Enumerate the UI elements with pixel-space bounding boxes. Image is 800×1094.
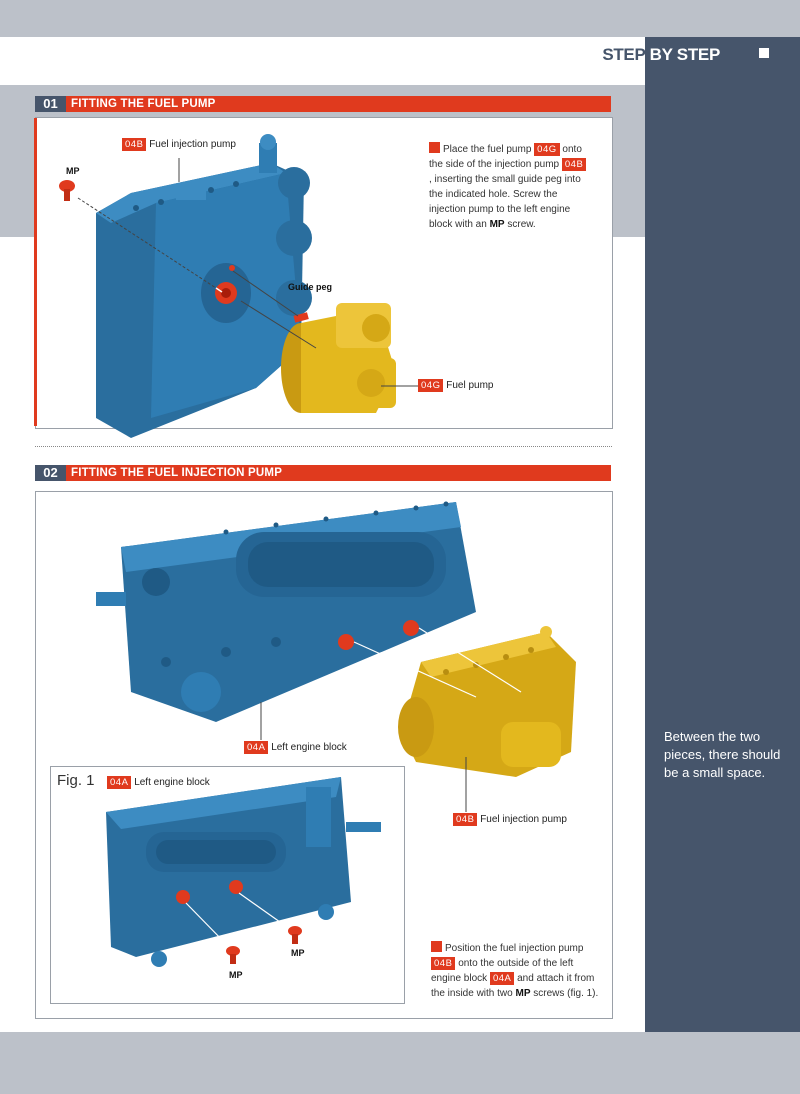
mp-screw-icon [59,180,75,201]
step-marker-icon [429,142,440,153]
callout-fuel-injection-pump: 04B Fuel injection pump [453,813,567,826]
callout-left-engine-block: 04A Left engine block [244,741,347,754]
section-divider [35,446,612,447]
section-number: 01 [35,96,66,112]
step-01-instruction: Place the fuel pump 04G onto the side of the injection pump 04B, inserting the small guide peg into the indicated hole. Screw the injection pump to the left engine block with an MP screw. [429,142,589,232]
callout-fuel-pump: 04G Fuel pump [418,379,494,392]
step-marker-icon [431,941,442,952]
section-title: FITTING THE FUEL PUMP [66,96,611,112]
page-header [0,37,800,85]
mp-label-2: MP [291,948,305,958]
mp-label-1: MP [229,970,243,980]
bottom-band [0,1032,800,1094]
mp-screw-icon-a [226,946,240,964]
section-02-header [35,465,611,481]
section-number: 02 [35,465,66,481]
mp-screw-icon-b [288,926,302,944]
sidebar-note: Between the two pieces, there should be a small space. [664,729,781,780]
fig-1-illustration [51,767,404,1003]
figure-1 [50,766,405,1004]
section-01-header [35,96,611,112]
section-title: FITTING THE FUEL INJECTION PUMP [66,465,611,481]
top-band [0,0,800,37]
mp-label: MP [66,166,80,176]
injection-pump-part [96,134,312,438]
header-square-icon [759,48,769,58]
step-01-panel [35,117,613,429]
step-02-panel [35,491,613,1019]
page-title: STEP BY STEP [602,45,720,64]
step-02-instruction: Position the fuel injection pump 04B onto the outside of the left engine block 04A and attach it from the inside with two MP screws (fig. 1). [431,943,599,999]
fuel-injection-pump-part [398,626,576,777]
guide-peg-label: Guide peg [288,282,333,292]
callout-fig-left-engine-block: 04A Left engine block [107,776,210,789]
fuel-pump-part [281,303,396,413]
sidebar [645,37,800,1032]
callout-injection-pump: 04B Fuel injection pump [122,138,236,151]
figure-label: Fig. 1 [57,772,95,789]
